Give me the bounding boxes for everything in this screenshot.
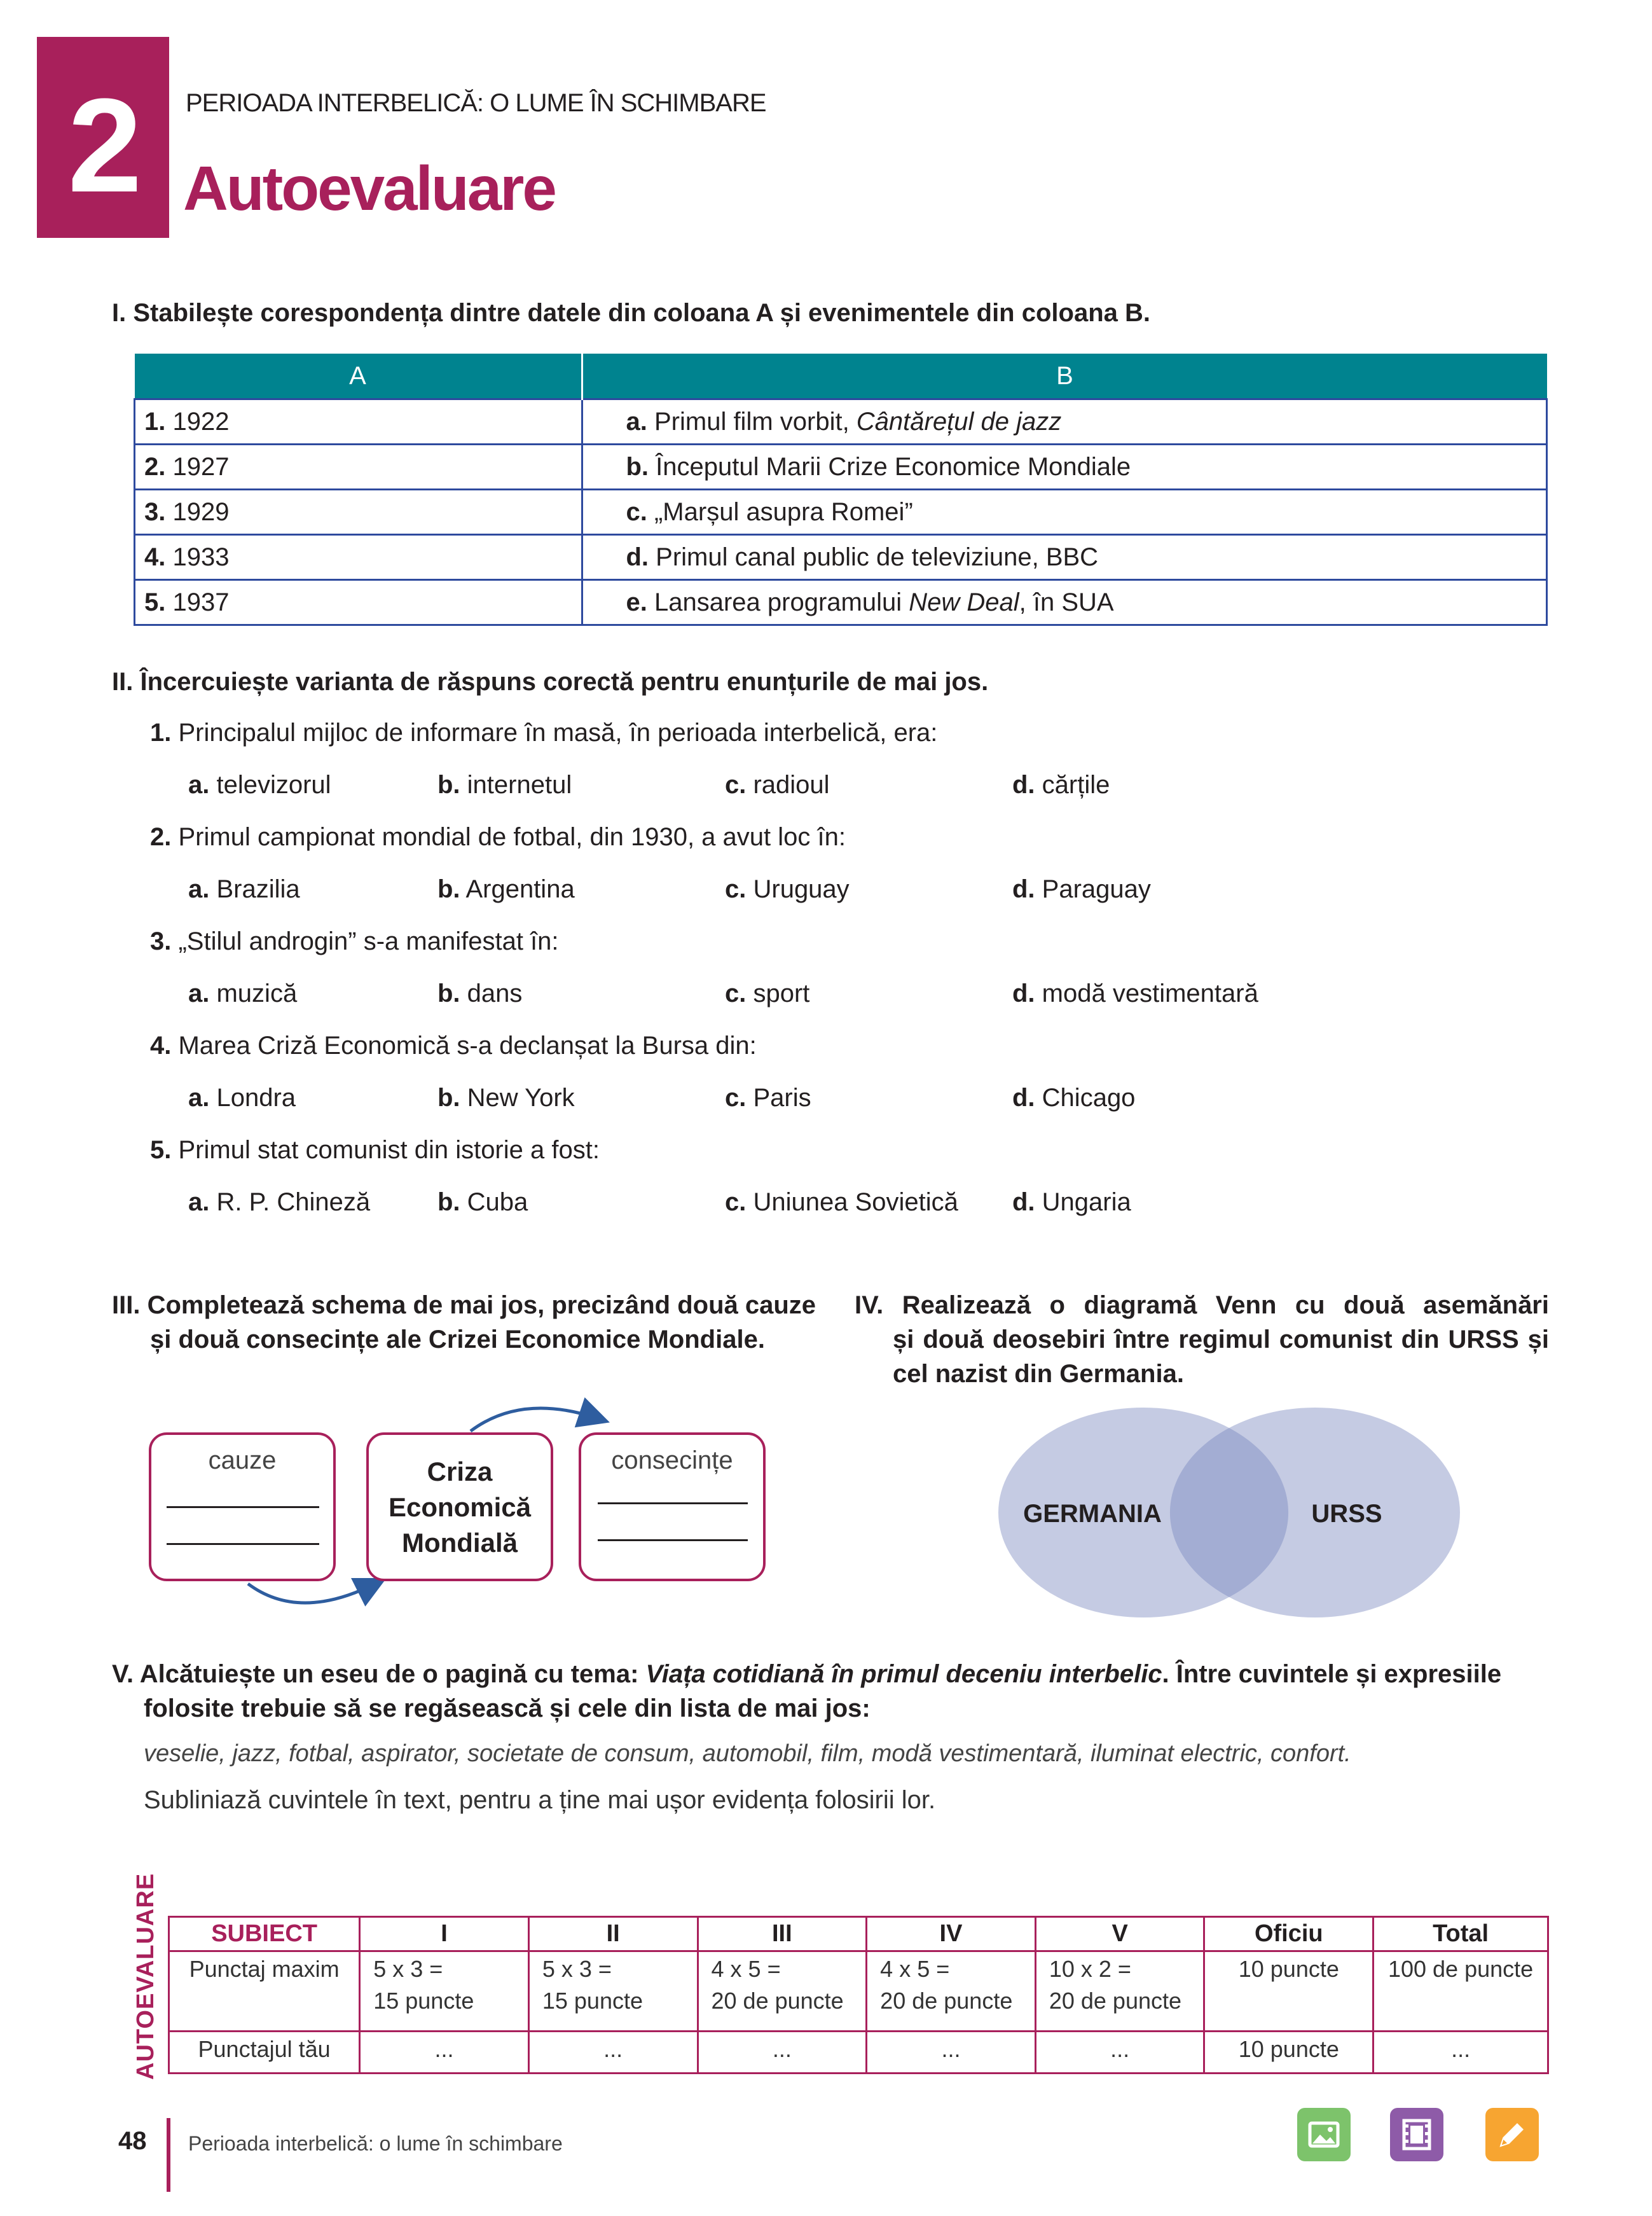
column-b-header: B [582,354,1547,399]
section1-title: I. Stabilește corespondența dintre datele din coloana A și evenimentele din coloana B. [112,299,1150,327]
answer-option[interactable]: b. Cuba [437,1188,528,1216]
max-score-cell: 4 x 5 = 20 de puncte [698,1951,867,2032]
your-score-cell[interactable]: ... [698,2032,867,2074]
answer-line [167,1506,319,1508]
crisis-line1: Criza [427,1457,493,1486]
your-score-label: Punctajul tău [169,2032,360,2074]
arrow-causes-to-crisis [248,1584,375,1603]
section2-title: II. Încercuiește varianta de răspuns corectă pentru enunțurile de mai jos. [112,668,989,696]
answer-option[interactable]: b. Argentina [437,875,575,903]
max-score-cell: 10 x 2 = 20 de puncte [1035,1951,1204,2032]
score-header-cell: Total [1373,1917,1548,1951]
score-table [168,1916,1549,2074]
score-header-cell: Oficiu [1204,1917,1373,1951]
footer-divider [167,2118,170,2192]
event-cell: a. Primul film vorbit, Cântărețul de jazz [582,399,1547,445]
chapter-number: 2 [67,71,139,220]
section4-title-line1: IV. Realizează o diagramă Venn cu două asemănări [855,1291,1549,1319]
consequences-box [579,1432,766,1581]
arrow-to-consequences [471,1408,598,1431]
answer-option[interactable]: d. modă vestimentară [1012,980,1258,1008]
your-score-cell[interactable]: ... [360,2032,529,2074]
page-title: Autoevaluare [183,153,555,223]
answer-line [598,1539,748,1541]
answer-option[interactable]: a. muzică [188,980,298,1008]
answer-option[interactable]: c. Uniunea Sovietică [725,1188,958,1216]
chapter-number-box [37,37,169,238]
event-cell: d. Primul canal public de televiziune, BBC [582,535,1547,580]
answer-option[interactable]: c. Uruguay [725,875,850,903]
max-score-cell: 10 puncte [1204,1951,1373,2032]
max-score-cell: 5 x 3 = 15 puncte [528,1951,698,2032]
answer-option[interactable]: d. Paraguay [1012,875,1151,903]
answer-line [167,1543,319,1545]
causes-label: cauze [208,1446,277,1474]
section3-title-line1: III. Completează schema de mai jos, precizând două cauze [112,1291,816,1319]
event-cell: c. „Marșul asupra Romei” [582,490,1547,535]
causes-box [149,1432,336,1581]
year-cell: 5. 1937 [135,580,582,625]
running-title: Perioada interbelică: o lume în schimbare [188,2132,563,2155]
crisis-line2: Economică [388,1492,532,1522]
matching-table [134,354,1548,626]
section5-title-b: . Între cuvintele și expresiile [1162,1660,1502,1688]
answer-option[interactable]: d. Ungaria [1012,1188,1131,1216]
answer-option[interactable]: d. Chicago [1012,1084,1136,1112]
image-icon[interactable] [1297,2108,1351,2161]
year-cell: 4. 1933 [135,535,582,580]
score-header-cell: II [528,1917,698,1951]
max-score-cell: 100 de puncte [1373,1951,1548,2032]
your-score-cell[interactable]: ... [528,2032,698,2074]
answer-option[interactable]: a. R. P. Chineză [188,1188,371,1216]
year-cell: 1. 1922 [135,399,582,445]
answer-option[interactable]: a. Londra [188,1084,296,1112]
answer-option[interactable]: c. sport [725,980,810,1008]
matching-row [135,535,1547,580]
max-score-cell: 4 x 5 = 20 de puncte [867,1951,1036,2032]
your-score-cell[interactable]: ... [867,2032,1036,2074]
year-cell: 3. 1929 [135,490,582,535]
section5-title-a: V. Alcătuiește un eseu de o pagină cu tema: [112,1660,646,1688]
chapter-subtitle: PERIOADA INTERBELICĂ: O LUME ÎN SCHIMBARE [186,89,766,117]
consequences-label: consecințe [611,1446,733,1474]
event-cell: e. Lansarea programului New Deal, în SUA [582,580,1547,625]
section4-title-line2: și două deosebiri între regimul comunist din URSS și [893,1326,1549,1354]
answer-line [598,1502,748,1504]
answer-option[interactable]: a. televizorul [188,771,331,799]
your-score-cell: 10 puncte [1204,2032,1373,2074]
pencil-icon[interactable] [1485,2108,1539,2161]
venn-label-urss: URSS [1311,1500,1382,1528]
section5-title-line1 [112,1660,1549,1689]
matching-row [135,445,1547,490]
score-header-cell: I [360,1917,529,1951]
page-number: 48 [118,2127,147,2155]
answer-option[interactable]: b. New York [437,1084,575,1112]
film-icon[interactable] [1390,2108,1443,2161]
column-a-header: A [135,354,582,399]
matching-row [135,490,1547,535]
section3-title-line2: și două consecințe ale Crizei Economice Mondiale. [150,1326,765,1354]
venn-diagram [998,1404,1469,1621]
score-header-cell: III [698,1917,867,1951]
answer-option[interactable]: d. cărțile [1012,771,1110,799]
max-score-label: Punctaj maxim [169,1951,360,2032]
score-header-cell: V [1035,1917,1204,1951]
section5-theme: Viața cotidiană în primul deceniu interbelic [645,1660,1162,1688]
answer-option[interactable]: a. Brazilia [188,875,300,903]
answer-option[interactable]: c. radioul [725,771,830,799]
question: 1. Principalul mijloc de informare în masă, în perioada interbelică, era: [150,719,938,747]
section5-instruction: Subliniază cuvintele în text, pentru a ține mai ușor evidența folosirii lor. [144,1786,936,1814]
max-score-cell: 5 x 3 = 15 puncte [360,1951,529,2032]
answer-option[interactable]: c. Paris [725,1084,811,1112]
score-header-cell: IV [867,1917,1036,1951]
matching-row [135,399,1547,445]
crisis-line3: Mondială [401,1528,518,1558]
score-header-cell: SUBIECT [169,1917,360,1951]
question: 5. Primul stat comunist din istorie a fost: [150,1136,600,1164]
answer-option[interactable]: b. internetul [437,771,572,799]
matching-row [135,580,1547,625]
venn-label-germany: GERMANIA [1023,1500,1162,1528]
your-score-cell[interactable]: ... [1035,2032,1204,2074]
question: 4. Marea Criză Economică s-a declanșat la Bursa din: [150,1032,757,1060]
section5-title-line2: folosite trebuie să se regăsească și cele din lista de mai jos: [144,1694,871,1722]
section5-word-list: veselie, jazz, fotbal, aspirator, societate de consum, automobil, film, modă vestimentară, iluminat electric, confort. [144,1740,1351,1767]
answer-option[interactable]: b. dans [437,980,523,1008]
section4-title-line3: cel nazist din Germania. [893,1360,1184,1388]
year-cell: 2. 1927 [135,445,582,490]
crisis-box [366,1432,553,1581]
question: 3. „Stilul androgin” s-a manifestat în: [150,927,559,955]
your-score-cell[interactable]: ... [1373,2032,1548,2074]
score-side-label: AUTOEVALUARE [132,1873,159,2080]
event-cell: b. Începutul Marii Crize Economice Mondiale [582,445,1547,490]
question: 2. Primul campionat mondial de fotbal, din 1930, a avut loc în: [150,823,846,851]
